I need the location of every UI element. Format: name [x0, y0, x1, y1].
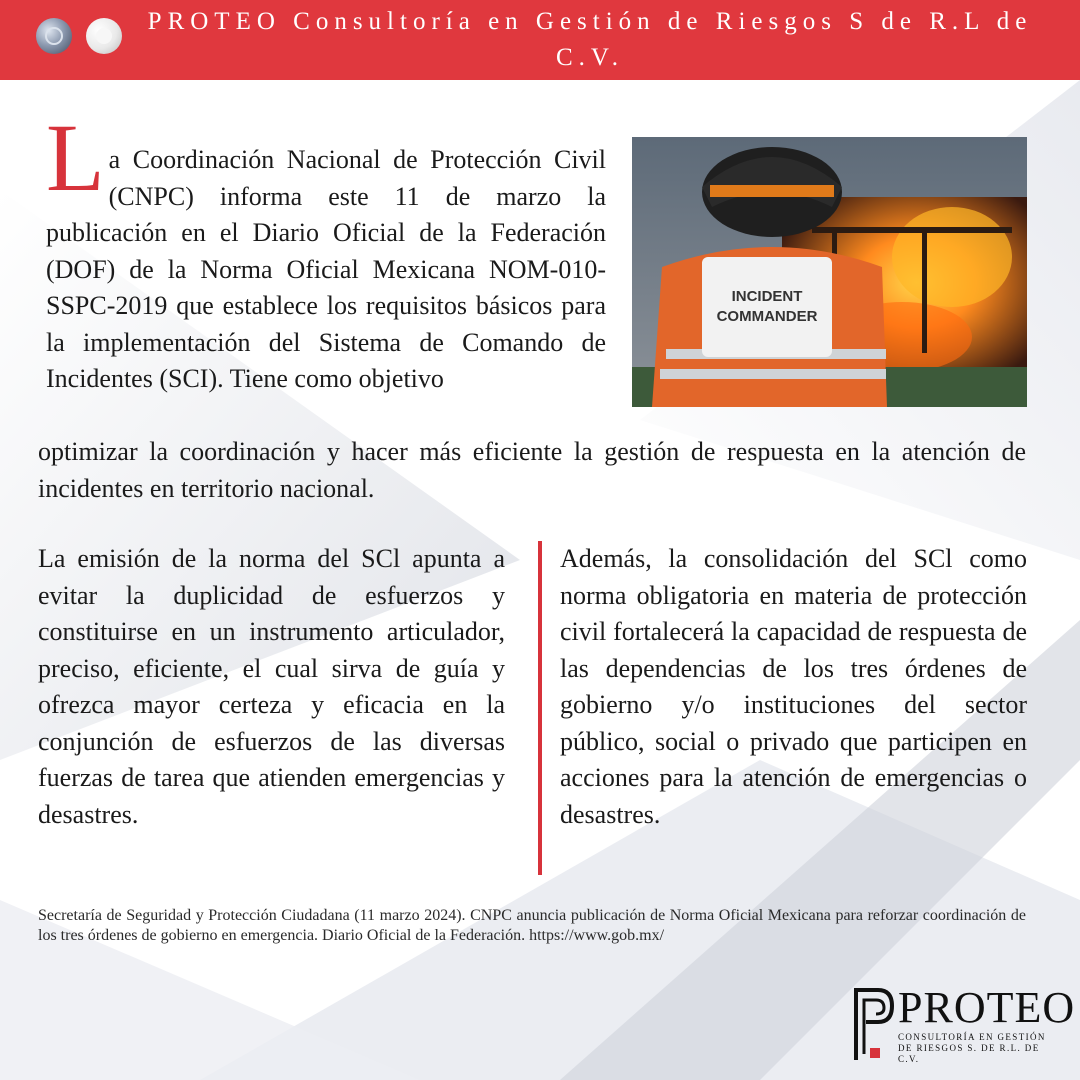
vest-text-incident: INCIDENT — [731, 288, 803, 305]
drop-cap: L — [46, 104, 105, 211]
intro-continuation: optimizar la coordinación y hacer más eficiente la gestión de respuesta en la atención de incidentes en territorio nacional. — [38, 437, 1026, 503]
citation: Secretaría de Seguridad y Protección Ciudadana (11 marzo 2024). CNPC anuncia publicación de Norma Oficial Mexicana para reforzar coordinación de los tres órdenes de gobierno en emergencia. Diario Oficial de la Federación. https://www.gob.mx/ — [38, 907, 1026, 944]
logo-subtitle: CONSULTORÍA EN GESTIÓN DE RIESGOS S. DE R.L. DE C.V. — [898, 1032, 1046, 1064]
header-bar — [0, 0, 1080, 80]
silver-circle-icon — [36, 18, 72, 54]
white-circle-icon — [86, 18, 122, 54]
header-title: PROTEO Consultoría en Gestión de Riesgos S de R.L de C.V. — [147, 8, 1033, 71]
right-column-text: Además, la consolidación del SCl como norma obligatoria en materia de protección civil fortalecerá la capacidad de respuesta de las dependencias de los tres órdenes de gobierno y/o instituciones del sector público, social o privado que participen en acciones para la atención de emergencias o desastres. — [560, 544, 1027, 829]
proteo-logo-mark-icon — [852, 984, 896, 1064]
intro-text: a Coordinación Nacional de Protección Civil (CNPC) informa este 11 de marzo la publicación en el Diario Oficial de la Federación (DOF) de la Norma Oficial Mexicana NOM-010-SSPC-2019 que establece los requisitos básicos para la implementación del Sistema de Comando de Incidentes (SCI). Tiene como objetivo — [46, 145, 606, 393]
proteo-logo — [852, 983, 1076, 1064]
column-divider — [538, 541, 542, 875]
logo-wordmark: PROTEO — [898, 983, 1076, 1032]
incident-commander-photo — [632, 137, 1027, 407]
vest-text-commander: COMMANDER — [716, 308, 818, 325]
intro-paragraph — [46, 104, 606, 398]
firefighter-illustration — [632, 137, 1027, 407]
left-column-text: La emisión de la norma del SCl apunta a evitar la duplicidad de esfuerzos y constituirse en un instrumento articulador, preciso, eficiente, el cual sirva de guía y ofrezca mayor certeza y eficacia en la conjunción de esfuerzos de las diversas fuerzas de tarea que atienden emergencias y desastres. — [38, 544, 505, 829]
